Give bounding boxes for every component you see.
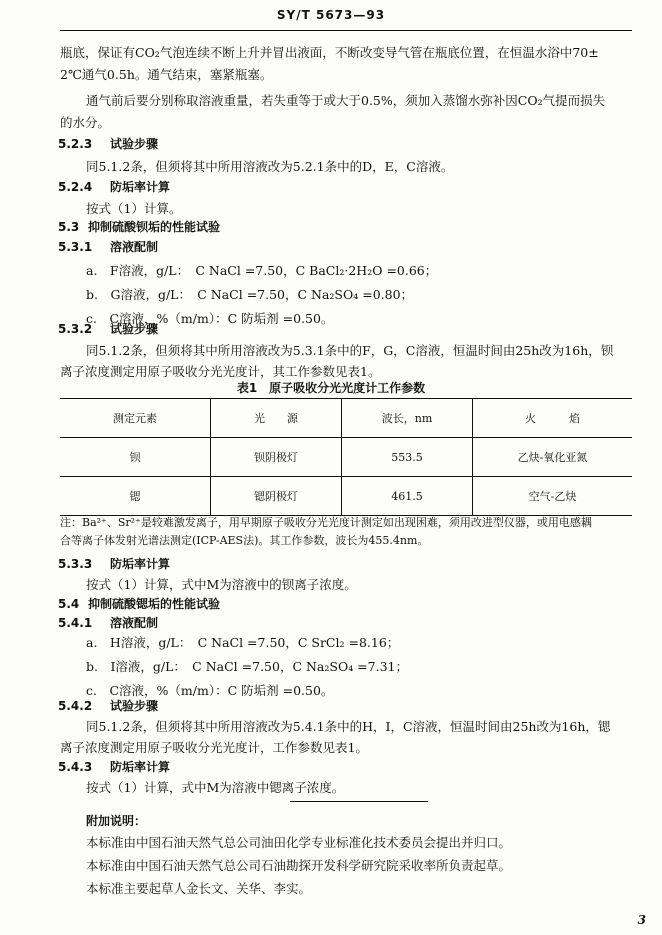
header-rule xyxy=(60,30,632,31)
column-header: 火 焰 xyxy=(473,399,633,438)
table-cell: 553.5 xyxy=(342,438,473,477)
appendix-line: 本标准主要起草人金长文、关华、李实。 xyxy=(86,881,312,896)
body-line: 同5.1.2条，但须将其中所用溶液改为5.4.1条中的H，I，C溶液，恒温时间由25h改为16h，锶 xyxy=(86,719,611,734)
column-header: 波长，nm xyxy=(342,399,473,438)
document-header: SY/T 5673—93 xyxy=(276,8,386,22)
appendix-title: 附加说明： xyxy=(86,814,147,828)
section-heading-5-2-3: 5.2.3 试验步骤 xyxy=(58,137,159,151)
section-heading-5-3: 5.3 抑制硫酸钡垢的性能试验 xyxy=(58,220,221,234)
column-header: 光 源 xyxy=(211,399,342,438)
body-line: 按式（1）计算，式中M为溶液中锶离子浓度。 xyxy=(86,780,345,795)
list-item: a. F溶液，g/L： C NaCl =7.50，C BaCl₂·2H₂O =0.66； xyxy=(86,263,438,278)
section-heading-5-3-2: 5.3.2 试验步骤 xyxy=(58,322,159,336)
body-line: 2℃通气0.5h。通气结束，塞紧瓶塞。 xyxy=(60,67,273,82)
list-item: c. C溶液，%（m/m）：C 防垢剂 =0.50。 xyxy=(86,683,334,698)
table-cell: 锶阴极灯 xyxy=(211,477,342,516)
parameters-table xyxy=(60,398,632,516)
table-row xyxy=(60,438,632,477)
table-row xyxy=(60,477,632,516)
column-header: 测定元素 xyxy=(113,412,157,425)
list-item: b. G溶液，g/L： C NaCl =7.50，C Na₂SO₄ =0.80； xyxy=(86,287,414,302)
body-line: 的水分。 xyxy=(60,115,111,130)
table-header-row xyxy=(60,399,632,438)
table-cell: 461.5 xyxy=(342,477,473,516)
table-note: 合等离子体发射光谱法测定(ICP-AES法)。其工作参数，波长为455.4nm。 xyxy=(60,534,429,547)
body-line: 通气前后要分别称取溶液重量，若失重等于或大于0.5%，须加入蒸馏水弥补因CO₂气提而损失 xyxy=(86,93,606,108)
body-line: 离子浓度测定用原子吸收分光光度计，工作参数见表1。 xyxy=(60,740,368,755)
table-cell: 钡 xyxy=(129,451,141,464)
body-line: 同5.1.2条，但须将其中所用溶液改为5.3.1条中的F，G，C溶液，恒温时间由25h改为16h，钡 xyxy=(86,343,614,358)
divider xyxy=(290,801,428,802)
table-note: 注：Ba²⁺、Sr²⁺是较难激发离子，用早期原子吸收分光光度计测定如出现困难，须用改进型仪器，或用电感耦 xyxy=(60,516,592,529)
table-cell: 钡阴极灯 xyxy=(211,438,342,477)
table-cell: 乙炔-氧化亚氮 xyxy=(473,438,633,477)
body-line: 按式（1）计算。 xyxy=(86,201,182,216)
section-heading-5-4-1: 5.4.1 溶液配制 xyxy=(58,616,159,630)
body-line: 按式（1）计算，式中M为溶液中的钡离子浓度。 xyxy=(86,577,357,592)
page-number: 3 xyxy=(637,913,646,927)
section-heading-5-3-1: 5.3.1 溶液配制 xyxy=(58,240,159,254)
section-heading-5-4: 5.4 抑制硫酸锶垢的性能试验 xyxy=(58,597,221,611)
list-item: a. H溶液，g/L： C NaCl =7.50，C SrCl₂ =8.16； xyxy=(86,635,400,650)
section-heading-5-2-4: 5.2.4 防垢率计算 xyxy=(58,180,171,194)
table-caption: 表1 原子吸收分光光度计工作参数 xyxy=(236,381,426,395)
table-cell: 空气-乙炔 xyxy=(473,477,633,516)
appendix-line: 本标准由中国石油天然气总公司油田化学专业标准化技术委员会提出并归口。 xyxy=(86,835,512,850)
list-item: b. I溶液，g/L： C NaCl =7.50，C Na₂SO₄ =7.31； xyxy=(86,659,408,674)
body-line: 瓶底，保证有CO₂气泡连续不断上升并冒出液面，不断改变导气管在瓶底位置，在恒温水浴中70± xyxy=(60,45,599,60)
body-line: 离子浓度测定用原子吸收分光光度计，其工作参数见表1。 xyxy=(60,364,381,379)
section-heading-5-4-2: 5.4.2 试验步骤 xyxy=(58,699,159,713)
table-cell: 锶 xyxy=(129,490,141,503)
body-line: 同5.1.2条，但须将其中所用溶液改为5.2.1条中的D，E，C溶液。 xyxy=(86,159,454,174)
section-heading-5-4-3: 5.4.3 防垢率计算 xyxy=(58,760,171,774)
appendix-line: 本标准由中国石油天然气总公司石油勘探开发科学研究院采收率所负责起草。 xyxy=(86,858,512,873)
list-item: c. C溶液，%（m/m）：C 防垢剂 =0.50。 xyxy=(86,311,334,326)
section-heading-5-3-3: 5.3.3 防垢率计算 xyxy=(58,557,171,571)
